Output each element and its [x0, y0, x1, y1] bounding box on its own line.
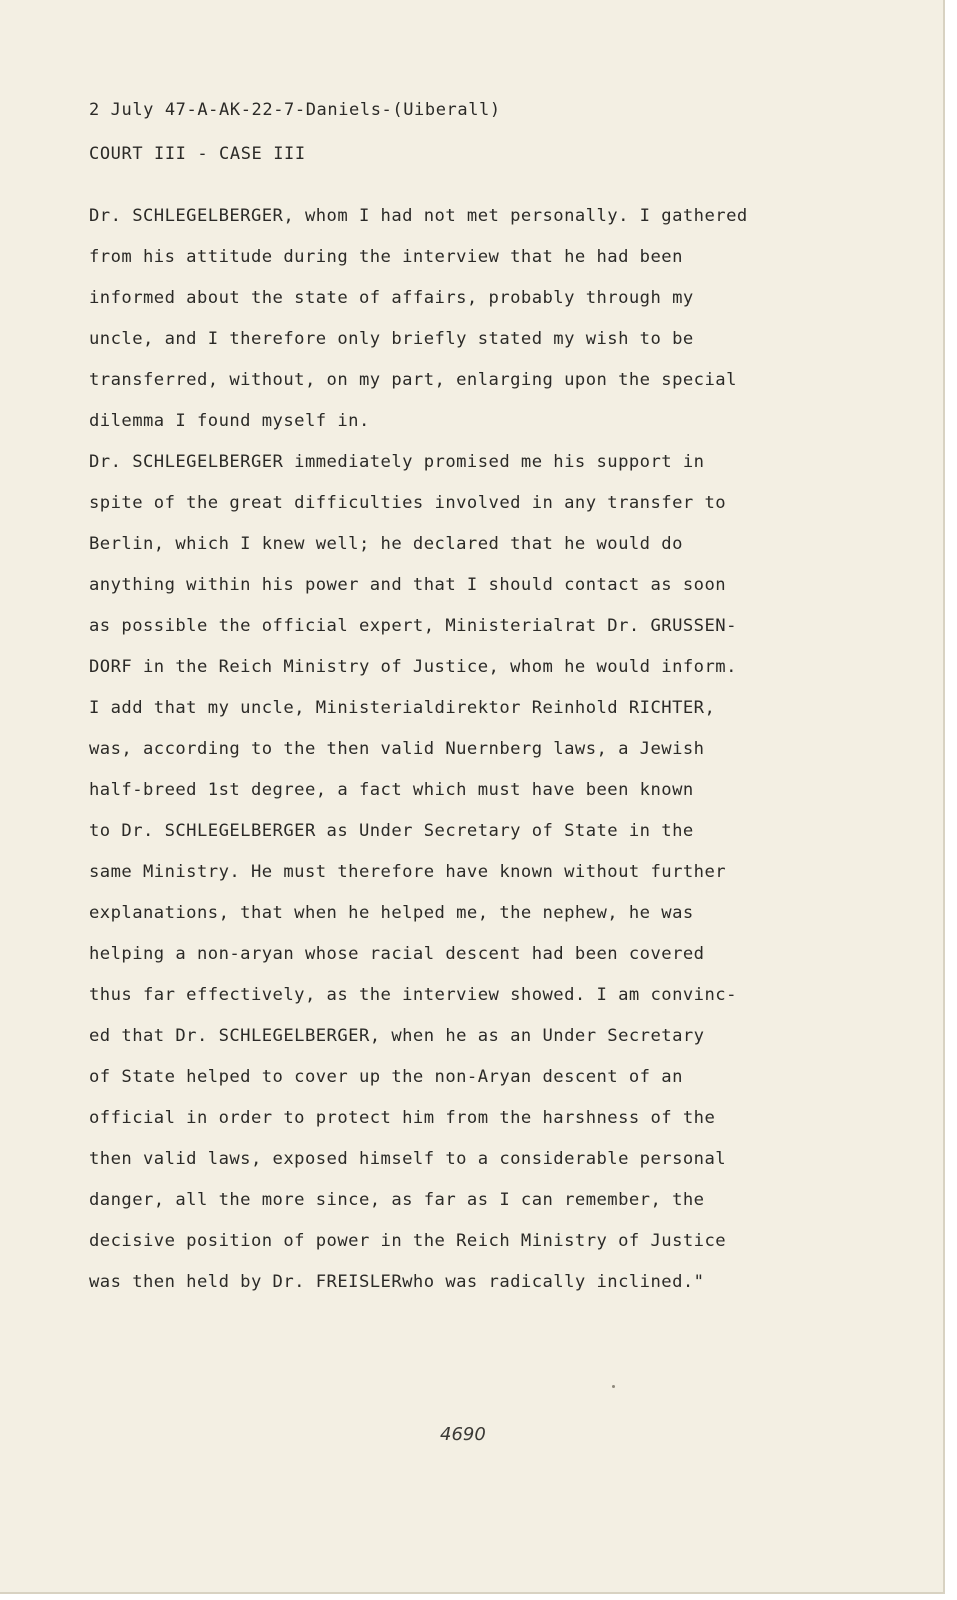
transcript-line: dilemma I found myself in. [89, 411, 370, 431]
transcript-line: anything within his power and that I should contact as soon [89, 575, 727, 595]
transcript-body [89, 196, 849, 1303]
transcript-line: was then held by Dr. FREISLERwho was radically inclined." [89, 1272, 705, 1292]
transcript-line: Berlin, which I knew well; he declared that he would do [89, 534, 683, 554]
transcript-line: transferred, without, on my part, enlarging upon the special [89, 370, 737, 390]
transcript-line: of State helped to cover up the non-Aryan descent of an [89, 1067, 683, 1087]
header-date-reference: 2 July 47-A-AK-22-7-Daniels-(Uiberall) [89, 100, 501, 120]
transcript-line: from his attitude during the interview that he had been [89, 247, 683, 267]
transcript-line: Dr. SCHLEGELBERGER immediately promised me his support in [89, 452, 705, 472]
transcript-line: helping a non-aryan whose racial descent had been covered [89, 944, 705, 964]
transcript-line: ed that Dr. SCHLEGELBERGER, when he as an Under Secretary [89, 1026, 705, 1046]
transcript-line: Dr. SCHLEGELBERGER, whom I had not met personally. I gathered [89, 206, 748, 226]
transcript-line: thus far effectively, as the interview showed. I am convinc- [89, 985, 737, 1005]
transcript-line: explanations, that when he helped me, the nephew, he was [89, 903, 694, 923]
transcript-line: I add that my uncle, Ministerialdirektor Reinhold RICHTER, [89, 698, 716, 718]
page-number: 4690 [440, 1424, 486, 1445]
transcript-line: as possible the official expert, Ministerialrat Dr. GRUSSEN- [89, 616, 737, 636]
transcript-line: decisive position of power in the Reich Ministry of Justice [89, 1231, 727, 1251]
transcript-line: same Ministry. He must therefore have known without further [89, 862, 727, 882]
transcript-line: danger, all the more since, as far as I can remember, the [89, 1190, 705, 1210]
transcript-line: half-breed 1st degree, a fact which must have been known [89, 780, 694, 800]
transcript-line: DORF in the Reich Ministry of Justice, whom he would inform. [89, 657, 737, 677]
transcript-line: informed about the state of affairs, probably through my [89, 288, 694, 308]
paper-speck [612, 1385, 615, 1388]
transcript-line: uncle, and I therefore only briefly stated my wish to be [89, 329, 694, 349]
transcript-line: spite of the great difficulties involved in any transfer to [89, 493, 727, 513]
transcript-line: then valid laws, exposed himself to a considerable personal [89, 1149, 727, 1169]
header-court-case: COURT III - CASE III [89, 144, 306, 164]
transcript-line: official in order to protect him from the harshness of the [89, 1108, 716, 1128]
transcript-line: to Dr. SCHLEGELBERGER as Under Secretary of State in the [89, 821, 694, 841]
transcript-line: was, according to the then valid Nuernberg laws, a Jewish [89, 739, 705, 759]
